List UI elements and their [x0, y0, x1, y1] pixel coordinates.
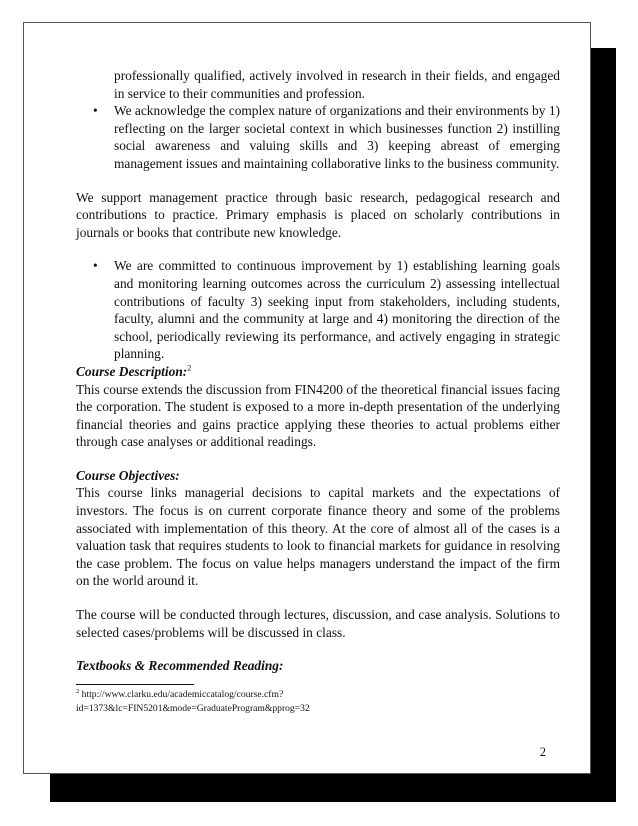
course-objectives-heading: Course Objectives: — [76, 467, 180, 483]
spacer — [76, 641, 560, 657]
footnote-url-line-2[interactable]: id=1373&lc=FIN5201&mode=GraduateProgram&pprog=32 — [76, 702, 310, 714]
bullet-item-improvement — [76, 257, 560, 363]
mission-bullets-2 — [76, 257, 560, 363]
page-content — [76, 67, 560, 716]
course-objectives-body-2: The course will be conducted through lectures, discussion, and case analysis. Solutions to selected cases/problems will be discussed in class. — [76, 607, 560, 640]
spacer — [76, 173, 560, 189]
textbooks-heading: Textbooks & Recommended Reading: — [76, 658, 284, 674]
footnote-reference[interactable]: 2 — [187, 363, 192, 373]
document-page — [23, 22, 591, 774]
course-description-heading — [76, 363, 560, 381]
page-number: 2 — [539, 745, 546, 759]
section-heading: Course Description: — [76, 363, 188, 379]
course-objectives-body-1: This course links managerial decisions to capital markets and the expectations of investors. The focus is on current corporate finance theory and some of the problems associated with implementation of this theory. At the core of almost all of the cases is a valuation task that requires students to look to financial markets for guidance in resolving the case problem. The focus on value helps managers understand the impact of the firm on the world around it. — [76, 485, 560, 589]
bullet-text: We acknowledge the complex nature of organizations and their environments by 1) reflecting on the larger societal context in which businesses function 2) instilling social awareness and valuing skills and 3) keeping abreast of emerging management issues and maintaining collaborative links to the business community. — [114, 103, 560, 171]
bullet-item-organizations — [76, 102, 560, 172]
course-description-body: This course extends the discussion from FIN4200 of the theoretical financial issues facing the corporation. The student is exposed to a more in-depth presentation of the underlying financial theories and gains practice applying these theories to actual problems either through case analyses or additional readings. — [76, 381, 560, 450]
footnote-url-line-1[interactable]: http://www.clarku.edu/academiccatalog/course.cfm? — [79, 688, 284, 700]
footnote-divider — [76, 684, 194, 685]
footnote — [76, 688, 560, 716]
research-paragraph: We support management practice through basic research, pedagogical research and contributions to practice. Primary emphasis is placed on scholarly contributions in journals or books that contribute new knowledge. — [76, 189, 560, 240]
intro-continuation: professionally qualified, actively involved in research in their fields, and engaged in service to their communities and profession. — [114, 68, 560, 101]
bullet-icon: • — [93, 103, 98, 119]
bullet-text: We are committed to continuous improvement by 1) establishing learning goals and monitoring learning outcomes across the curriculum 2) assessing intellectual contributions of faculty 3) seeking input from stakeholders, including students, faculty, alumni and the community at large and 4) monitoring the direction of the school, periodically reviewing its performance, and actively engaging in strategic planning. — [114, 258, 560, 362]
spacer — [76, 590, 560, 606]
spacer — [76, 241, 560, 257]
mission-bullets-1 — [76, 102, 560, 172]
footnote-number: 2 — [76, 687, 80, 695]
bullet-icon: • — [93, 258, 98, 274]
spacer — [76, 451, 560, 467]
